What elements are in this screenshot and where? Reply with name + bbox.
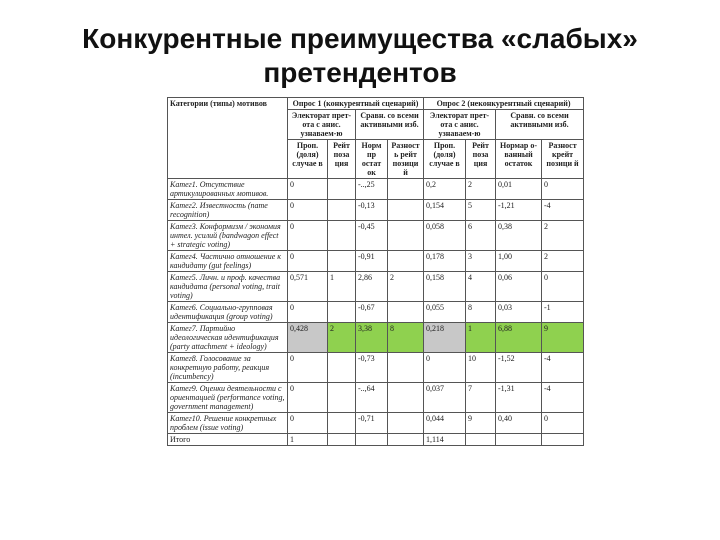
category-cell: Итого (168, 434, 288, 446)
value-cell (328, 200, 356, 221)
header-compare-1: Сравн. со всеми активными изб. (356, 110, 424, 140)
value-cell: 0,058 (424, 221, 466, 251)
category-cell: Катег6. Социально-групповая идентификация (group voting) (168, 302, 288, 323)
value-cell: 0,03 (496, 302, 542, 323)
value-cell: 0,218 (424, 323, 466, 353)
value-cell: -1,31 (496, 383, 542, 413)
value-cell (388, 434, 424, 446)
value-cell: 0 (288, 251, 328, 272)
header-category: Категории (типы) мотивов (168, 98, 288, 179)
value-cell: 8 (466, 302, 496, 323)
table-row (168, 200, 584, 221)
value-cell: 6,88 (496, 323, 542, 353)
value-cell: 2 (466, 179, 496, 200)
value-cell (356, 434, 388, 446)
value-cell (328, 353, 356, 383)
value-cell: 2 (328, 323, 356, 353)
value-cell (328, 383, 356, 413)
header-compare-2: Сравн. со всеми активными изб. (496, 110, 584, 140)
value-cell (388, 353, 424, 383)
header-diff-1: Разност ь рейт позици й (388, 140, 424, 179)
title-line-2: претендентов (263, 57, 457, 88)
value-cell: 3,38 (356, 323, 388, 353)
value-cell: 5 (466, 200, 496, 221)
value-cell: 9 (542, 323, 584, 353)
value-cell: -1 (542, 302, 584, 323)
category-cell: Катег10. Решение конкретных проблем (issue voting) (168, 413, 288, 434)
value-cell (388, 251, 424, 272)
header-norm-2: Нормар о- ванный остаток (496, 140, 542, 179)
value-cell: 1 (328, 272, 356, 302)
value-cell (328, 302, 356, 323)
header-prop-2: Проп. (доля) случае в (424, 140, 466, 179)
value-cell: 0,044 (424, 413, 466, 434)
slide-title (0, 22, 720, 90)
value-cell: -0,71 (356, 413, 388, 434)
header-electorate-1: Электорат прет-ота с анис. узнаваем-ю (288, 110, 356, 140)
value-cell: 0,40 (496, 413, 542, 434)
table-row (168, 353, 584, 383)
value-cell: 9 (466, 413, 496, 434)
value-cell (496, 434, 542, 446)
value-cell: 0 (288, 302, 328, 323)
value-cell (542, 434, 584, 446)
header-poll-2: Опрос 2 (неконкурентный сценарий) (424, 98, 584, 110)
value-cell: 1 (466, 323, 496, 353)
header-rank-1: Рейт поза ция (328, 140, 356, 179)
value-cell: 2 (388, 272, 424, 302)
table-row (168, 323, 584, 353)
category-cell: Катег9. Оценки деятельности с ориентацией (performance voting, government management) (168, 383, 288, 413)
value-cell (328, 179, 356, 200)
table-row (168, 272, 584, 302)
header-rank-2: Рейт поза ция (466, 140, 496, 179)
category-cell: Катег8. Голосование за конкретную работу, реакция (incumbency) (168, 353, 288, 383)
value-cell: -0,13 (356, 200, 388, 221)
motives-table (167, 97, 584, 446)
table-row (168, 251, 584, 272)
table-row (168, 434, 584, 446)
value-cell: 2 (542, 221, 584, 251)
value-cell: 0,154 (424, 200, 466, 221)
value-cell: -..,64 (356, 383, 388, 413)
value-cell: 0,037 (424, 383, 466, 413)
value-cell: -4 (542, 383, 584, 413)
table-row (168, 221, 584, 251)
value-cell: 1,00 (496, 251, 542, 272)
value-cell: -1,52 (496, 353, 542, 383)
category-cell: Катег5. Личн. и проф. качества кандидата (personal voting, trait voting) (168, 272, 288, 302)
value-cell: 0 (288, 200, 328, 221)
value-cell: 0 (288, 353, 328, 383)
value-cell: 8 (388, 323, 424, 353)
value-cell: 1,114 (424, 434, 466, 446)
value-cell: -1,21 (496, 200, 542, 221)
value-cell (388, 413, 424, 434)
table-row (168, 413, 584, 434)
header-diff-2: Разност крейт позици й (542, 140, 584, 179)
category-cell: Катег3. Конформизм / экономия интел. усилий (bandwagon effect + strategic voting) (168, 221, 288, 251)
value-cell: 2 (542, 251, 584, 272)
value-cell: 0 (288, 413, 328, 434)
value-cell (328, 434, 356, 446)
value-cell: 0 (288, 221, 328, 251)
value-cell: -0,73 (356, 353, 388, 383)
value-cell: 7 (466, 383, 496, 413)
value-cell (328, 251, 356, 272)
value-cell: 2,86 (356, 272, 388, 302)
value-cell: 0,2 (424, 179, 466, 200)
value-cell (328, 413, 356, 434)
value-cell: 6 (466, 221, 496, 251)
category-cell: Катег2. Известность (name recognition) (168, 200, 288, 221)
value-cell (388, 302, 424, 323)
value-cell: 4 (466, 272, 496, 302)
category-cell: Катег7. Партийно идеологическая идентификация (party attachment + ideology) (168, 323, 288, 353)
value-cell: 1 (288, 434, 328, 446)
value-cell (388, 179, 424, 200)
value-cell: 0,055 (424, 302, 466, 323)
header-norm-1: Норм пр остат ок (356, 140, 388, 179)
value-cell: 0 (424, 353, 466, 383)
table-row (168, 179, 584, 200)
header-poll-1: Опрос 1 (конкурентный сценарий) (288, 98, 424, 110)
value-cell: -4 (542, 353, 584, 383)
table-container (167, 97, 583, 446)
title-line-1: Конкурентные преимущества «слабых» (82, 23, 638, 54)
category-cell: Катег4. Частично отношение к кандидату (gut feelings) (168, 251, 288, 272)
value-cell: -..,25 (356, 179, 388, 200)
value-cell: 0,178 (424, 251, 466, 272)
value-cell (388, 221, 424, 251)
category-cell: Катег1. Отсутствие артикулированных мотивов. (168, 179, 288, 200)
value-cell (328, 221, 356, 251)
value-cell: -0,67 (356, 302, 388, 323)
table-row (168, 383, 584, 413)
value-cell: 0 (542, 179, 584, 200)
value-cell (388, 200, 424, 221)
value-cell: 0,01 (496, 179, 542, 200)
value-cell (388, 383, 424, 413)
value-cell (466, 434, 496, 446)
value-cell: 0,38 (496, 221, 542, 251)
table-body (168, 179, 584, 446)
value-cell: 0,158 (424, 272, 466, 302)
value-cell: -0,45 (356, 221, 388, 251)
value-cell: 0 (542, 272, 584, 302)
table-row (168, 302, 584, 323)
value-cell: 10 (466, 353, 496, 383)
value-cell: 0,428 (288, 323, 328, 353)
value-cell: -0,91 (356, 251, 388, 272)
header-electorate-2: Электорат прет-ота с анис. узнаваем-ю (424, 110, 496, 140)
value-cell: 0 (288, 383, 328, 413)
value-cell: 3 (466, 251, 496, 272)
value-cell: 0 (288, 179, 328, 200)
value-cell: 0,571 (288, 272, 328, 302)
value-cell: -4 (542, 200, 584, 221)
value-cell: 0,06 (496, 272, 542, 302)
value-cell: 0 (542, 413, 584, 434)
header-prop-1: Проп. (доля) случае в (288, 140, 328, 179)
